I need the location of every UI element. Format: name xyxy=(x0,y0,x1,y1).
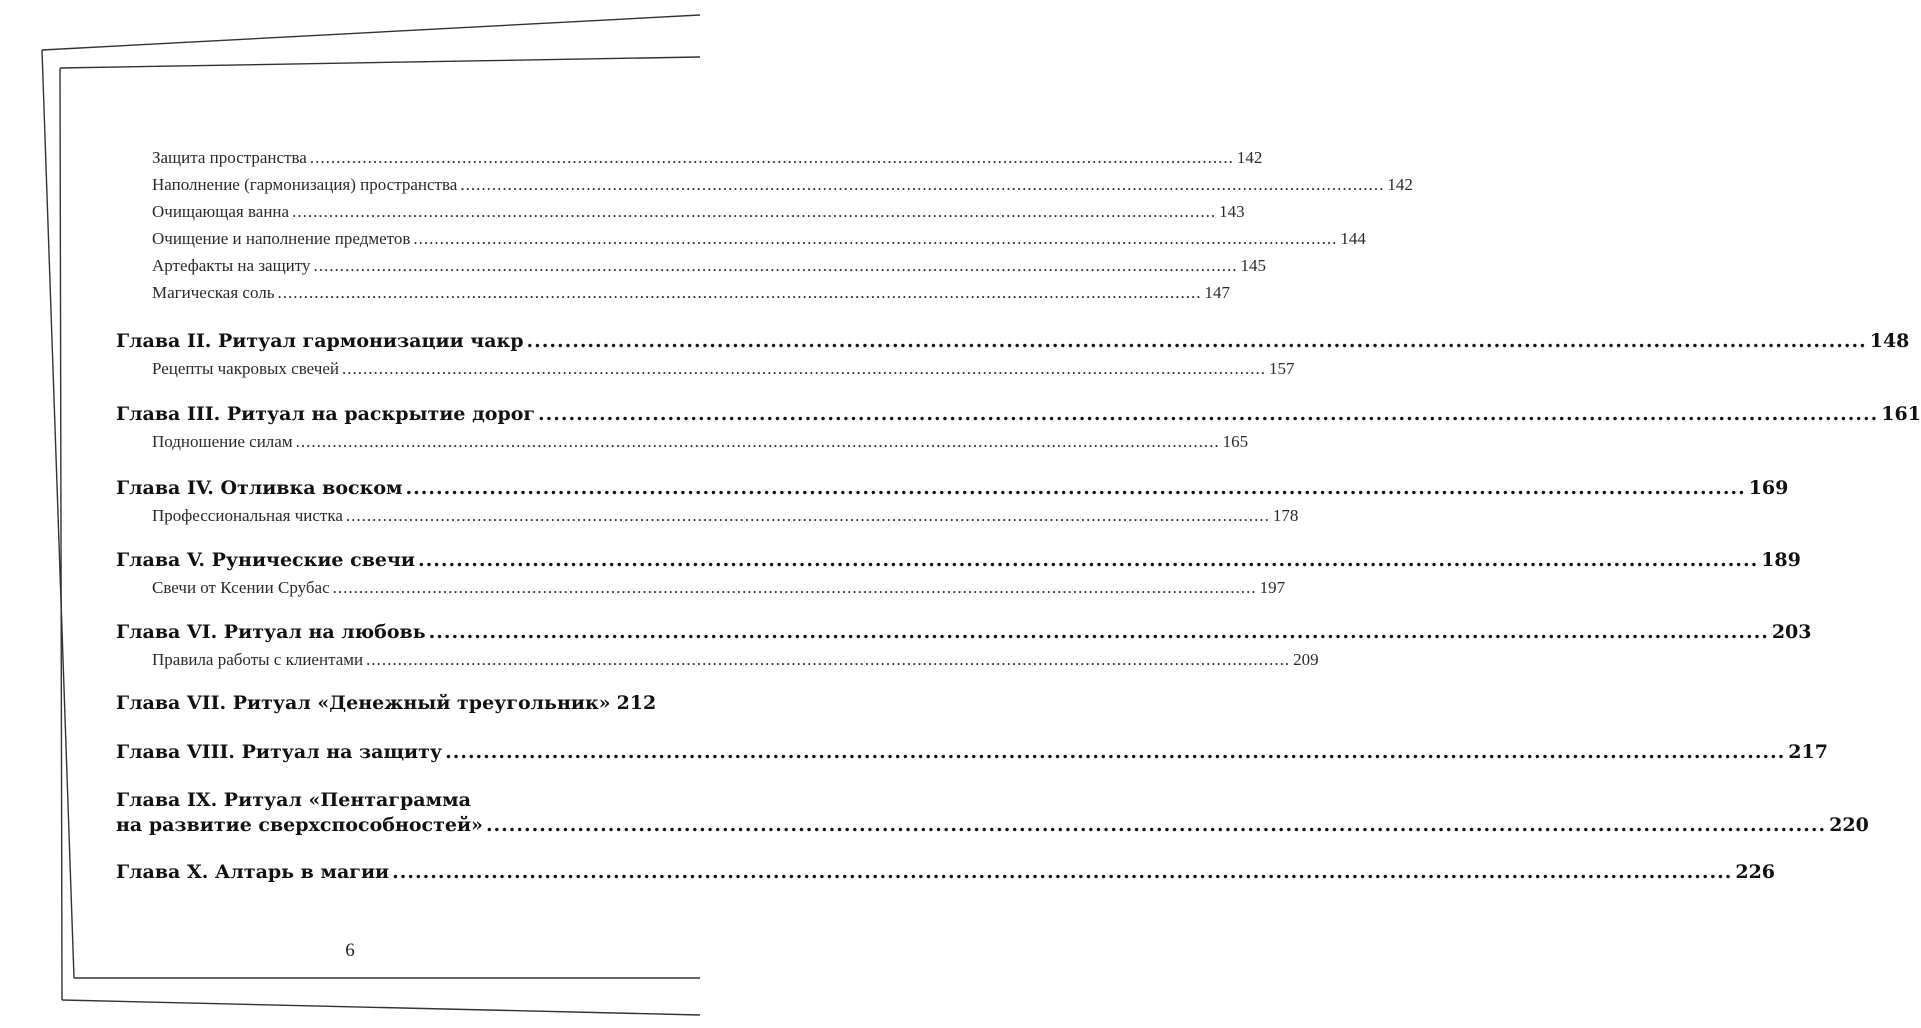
dot-leader xyxy=(538,403,1878,425)
toc-chapter[interactable] xyxy=(116,861,1776,883)
toc-chapter[interactable] xyxy=(116,477,1789,499)
toc-entry-page: 142 xyxy=(1387,175,1413,194)
toc-chapter-title-line[interactable] xyxy=(116,789,616,811)
toc-chapter-page: 220 xyxy=(1829,814,1869,836)
toc-chapter-title: Глава X. Алтарь в магии xyxy=(116,861,390,883)
toc-entry-title: Артефакты на защиту xyxy=(152,256,311,275)
toc-chapter-title: на развитие сверхспособностей» xyxy=(116,814,483,836)
toc-chapter-page: 161 xyxy=(1881,403,1921,425)
toc-entry-page: 197 xyxy=(1259,578,1286,597)
toc-chapter-title: Глава II. Ритуал гармонизации чакр xyxy=(116,330,524,352)
toc-entry-title: Магическая соль xyxy=(152,283,275,302)
toc-entry[interactable] xyxy=(152,202,1245,222)
page-number: 6 xyxy=(345,940,355,961)
dot-leader xyxy=(296,432,1220,452)
toc-entry-title: Свечи от Ксении Срубас xyxy=(152,578,330,597)
toc-entry[interactable] xyxy=(152,229,1366,249)
dot-leader xyxy=(333,578,1257,598)
dot-leader xyxy=(527,330,1867,352)
toc-chapter[interactable] xyxy=(116,403,1921,425)
toc-entry-title: Защита пространства xyxy=(152,148,307,167)
dot-leader xyxy=(292,202,1216,222)
toc-chapter-title: Глава VIII. Ритуал на защиту xyxy=(116,741,443,763)
dot-leader xyxy=(313,256,1237,276)
toc-entry-title: Профессиональная чистка xyxy=(152,506,343,525)
toc-entry-title: Подношение силам xyxy=(152,432,293,451)
toc-chapter[interactable] xyxy=(116,621,1812,643)
toc-chapter-title: Глава IV. Отливка воском xyxy=(116,477,403,499)
toc-entry-page: 145 xyxy=(1240,256,1266,275)
toc-entry[interactable] xyxy=(152,148,1263,168)
toc-entry[interactable] xyxy=(152,506,1299,526)
toc-chapter-title: Глава VII. Ритуал «Денежный треугольник» xyxy=(116,692,611,714)
toc-chapter[interactable] xyxy=(116,692,657,714)
dot-leader xyxy=(366,650,1290,670)
toc-chapter[interactable] xyxy=(116,814,1869,836)
toc-entry[interactable] xyxy=(152,256,1266,276)
toc-chapter[interactable] xyxy=(116,741,1828,763)
toc-chapter[interactable] xyxy=(116,549,1801,571)
toc-chapter-title: Глава III. Ритуал на раскрытие дорог xyxy=(116,403,536,425)
toc-chapter-page: 189 xyxy=(1761,549,1801,571)
dot-leader xyxy=(413,229,1337,249)
dot-leader xyxy=(460,175,1384,195)
toc-chapter-title: Глава V. Рунические свечи xyxy=(116,549,415,571)
dot-leader xyxy=(277,283,1201,303)
dot-leader xyxy=(342,359,1266,379)
toc-entry[interactable] xyxy=(152,175,1413,195)
toc-entry[interactable] xyxy=(152,650,1319,670)
toc-entry[interactable] xyxy=(152,283,1230,303)
dot-leader xyxy=(418,549,1758,571)
toc-chapter-page: 169 xyxy=(1748,477,1789,499)
toc-entry-page: 142 xyxy=(1236,148,1263,167)
toc-entry-page: 157 xyxy=(1268,359,1295,378)
dot-leader xyxy=(346,506,1270,526)
dot-leader xyxy=(486,814,1826,836)
dot-leader xyxy=(445,741,1785,763)
toc-entry-title: Очищение и наполнение предметов xyxy=(152,229,411,248)
toc-chapter[interactable] xyxy=(116,330,1910,352)
toc-chapter-page: 148 xyxy=(1869,330,1910,352)
toc-chapter-title: Глава IX. Ритуал «Пентаграмма xyxy=(116,789,471,811)
toc-entry-title: Наполнение (гармонизация) пространства xyxy=(152,175,458,194)
toc-entry-title: Очищающая ванна xyxy=(152,202,290,221)
toc-chapter-page: 212 xyxy=(616,692,657,714)
toc-entry[interactable] xyxy=(152,432,1249,452)
dot-leader xyxy=(429,621,1769,643)
toc-entry-title: Правила работы с клиентами xyxy=(152,650,364,669)
toc-chapter-page: 203 xyxy=(1771,621,1812,643)
dot-leader xyxy=(392,861,1732,883)
toc-chapter-page: 226 xyxy=(1735,861,1776,883)
toc-entry-page: 209 xyxy=(1293,650,1319,669)
toc-entry-page: 143 xyxy=(1219,202,1245,221)
toc-entry-page: 144 xyxy=(1340,229,1366,248)
toc-entry-title: Рецепты чакровых свечей xyxy=(152,359,339,378)
toc-chapter-page: 217 xyxy=(1788,741,1828,763)
dot-leader xyxy=(406,477,1746,499)
toc-entry-page: 165 xyxy=(1222,432,1249,451)
toc-entry[interactable] xyxy=(152,578,1286,598)
toc-chapter-title: Глава VI. Ритуал на любовь xyxy=(116,621,426,643)
toc-entry-page: 147 xyxy=(1204,283,1230,302)
toc-entry-page: 178 xyxy=(1272,506,1299,525)
dot-leader xyxy=(310,148,1234,168)
toc-entry[interactable] xyxy=(152,359,1295,379)
